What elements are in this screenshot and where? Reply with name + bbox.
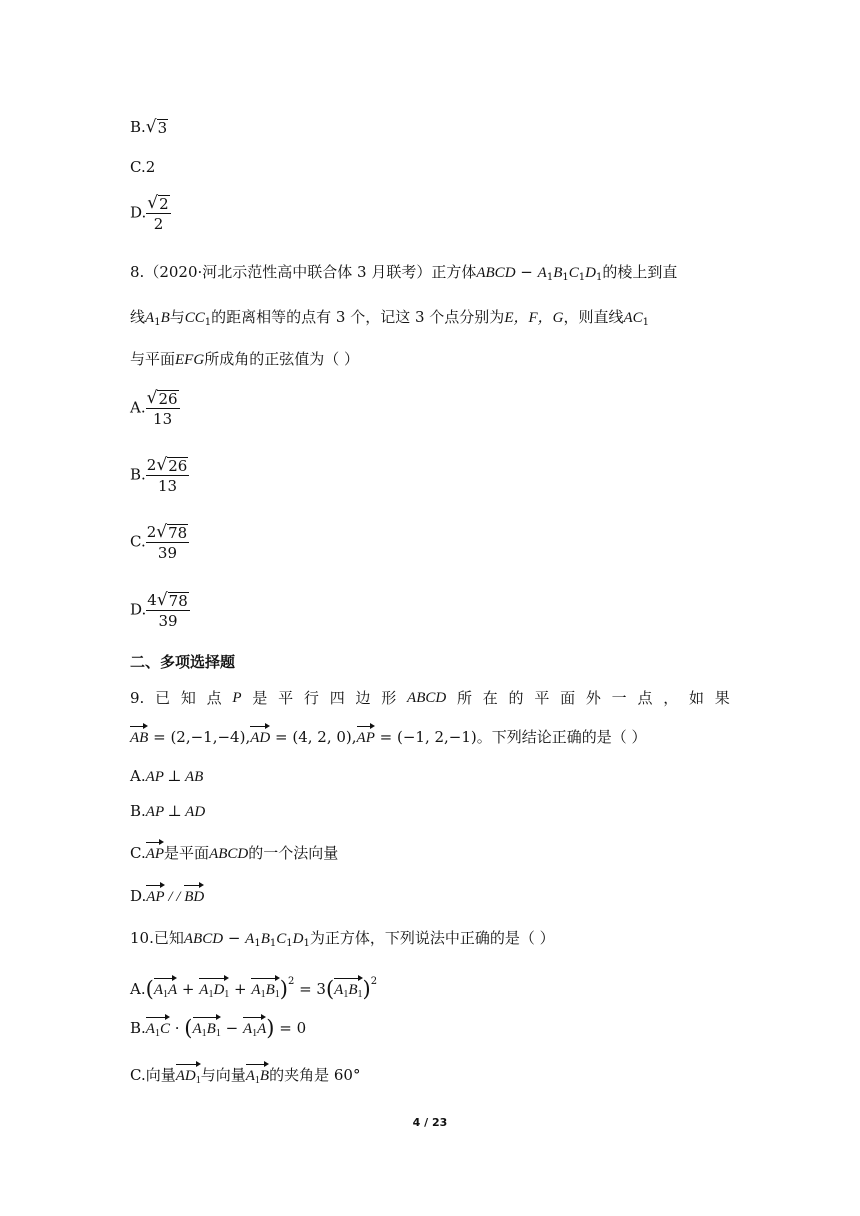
section-heading: 二、多项选择题 bbox=[130, 653, 236, 671]
q9-option-b[interactable]: B.AP ⊥ AD bbox=[130, 802, 206, 820]
q9-line-2: AB = (2,−1,−4),AD = (4, 2, 0),AP = (−1, 2,−1)。下列结论正确的是（ ） bbox=[130, 724, 647, 748]
q10-option-c[interactable]: C.向量$AD_1$与向量$A_1B$的夹角是 60° bbox=[130, 1062, 360, 1091]
q8-option-a[interactable]: A. √ 26 13 bbox=[130, 388, 178, 428]
page-number: 4 / 23 bbox=[412, 1116, 448, 1129]
option-d-q7[interactable]: D. √ 2 2 bbox=[130, 193, 169, 233]
vector-ad: AD bbox=[250, 724, 270, 748]
q9-line-1: 9. 已 知 点 P 是 平 行 四 边 形 ABCD 所 在 的 平 面 外 一 点 ， 如 果 bbox=[130, 689, 730, 707]
option-b-q7[interactable]: B. √ 3 bbox=[130, 117, 168, 137]
fraction: √ 2 2 bbox=[147, 193, 169, 233]
q8-line-2: 线$A_1B$与$CC_1$的距离相等的点有 3 个，记这 3 个点分别为E，F，G，则直线$AC_1$ bbox=[130, 308, 650, 328]
q10-stem: 10.已知ABCD − $A_1B_1C_1D_1$为正方体，下列说法中正确的是（ ） bbox=[130, 929, 555, 949]
q10-option-a[interactable]: $A.(A_1A + A_1D_1 + A_1B_1)^2 = 3(A_1B_1)^2$ bbox=[130, 972, 377, 1005]
q8-option-b[interactable]: B. 2 √ 26 13 bbox=[130, 455, 188, 495]
q8-option-d[interactable]: D. 4 √ 78 39 bbox=[130, 590, 188, 630]
q8-line-3: 与平面EFG所成角的正弦值为（ ） bbox=[130, 350, 359, 368]
sqrt-expression: √ 3 bbox=[145, 117, 168, 137]
q9-option-c[interactable]: C.AP是平面ABCD的一个法向量 bbox=[130, 840, 338, 864]
q8-line-1: 8.（2020·河北示范性高中联合体 3 月联考）正方体ABCD − $A_1B_1C_1D_1$的棱上到直 bbox=[130, 263, 678, 283]
q9-option-a[interactable]: A.AP ⊥ AB bbox=[130, 767, 204, 785]
q8-option-c[interactable]: C. 2 √ 78 39 bbox=[130, 522, 188, 562]
option-c-q7[interactable]: C.2 bbox=[130, 158, 156, 176]
q9-option-d[interactable]: D.AP / / BD bbox=[130, 883, 204, 907]
vector-ab: AB bbox=[130, 724, 148, 748]
q10-option-b[interactable]: $B.A_1C \cdot (A_1B_1 - A_1A) = 0$ bbox=[130, 1015, 306, 1044]
vector-ap: AP bbox=[357, 724, 375, 748]
